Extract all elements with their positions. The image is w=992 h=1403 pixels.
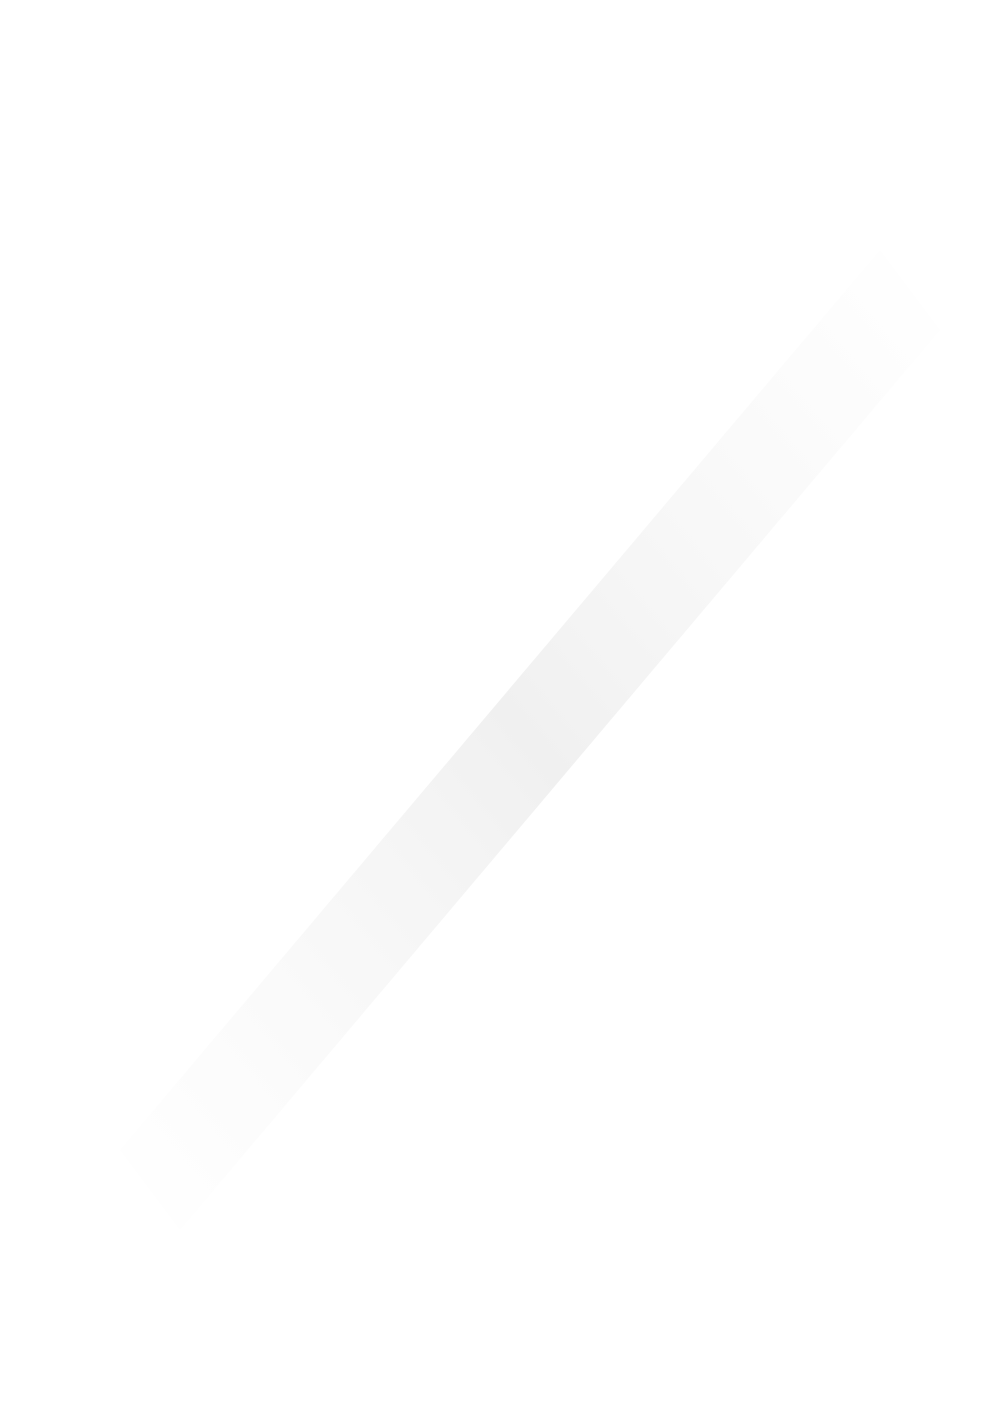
section-title	[176, 758, 816, 784]
watermark-band	[120, 250, 940, 1230]
answer-row-1	[176, 826, 852, 852]
question-answers	[176, 800, 852, 956]
answer-row-2	[176, 878, 852, 904]
question-heading-3	[176, 930, 852, 956]
answer-row-3	[176, 904, 852, 930]
question-heading-1	[176, 800, 852, 826]
question-heading-2	[176, 852, 852, 878]
